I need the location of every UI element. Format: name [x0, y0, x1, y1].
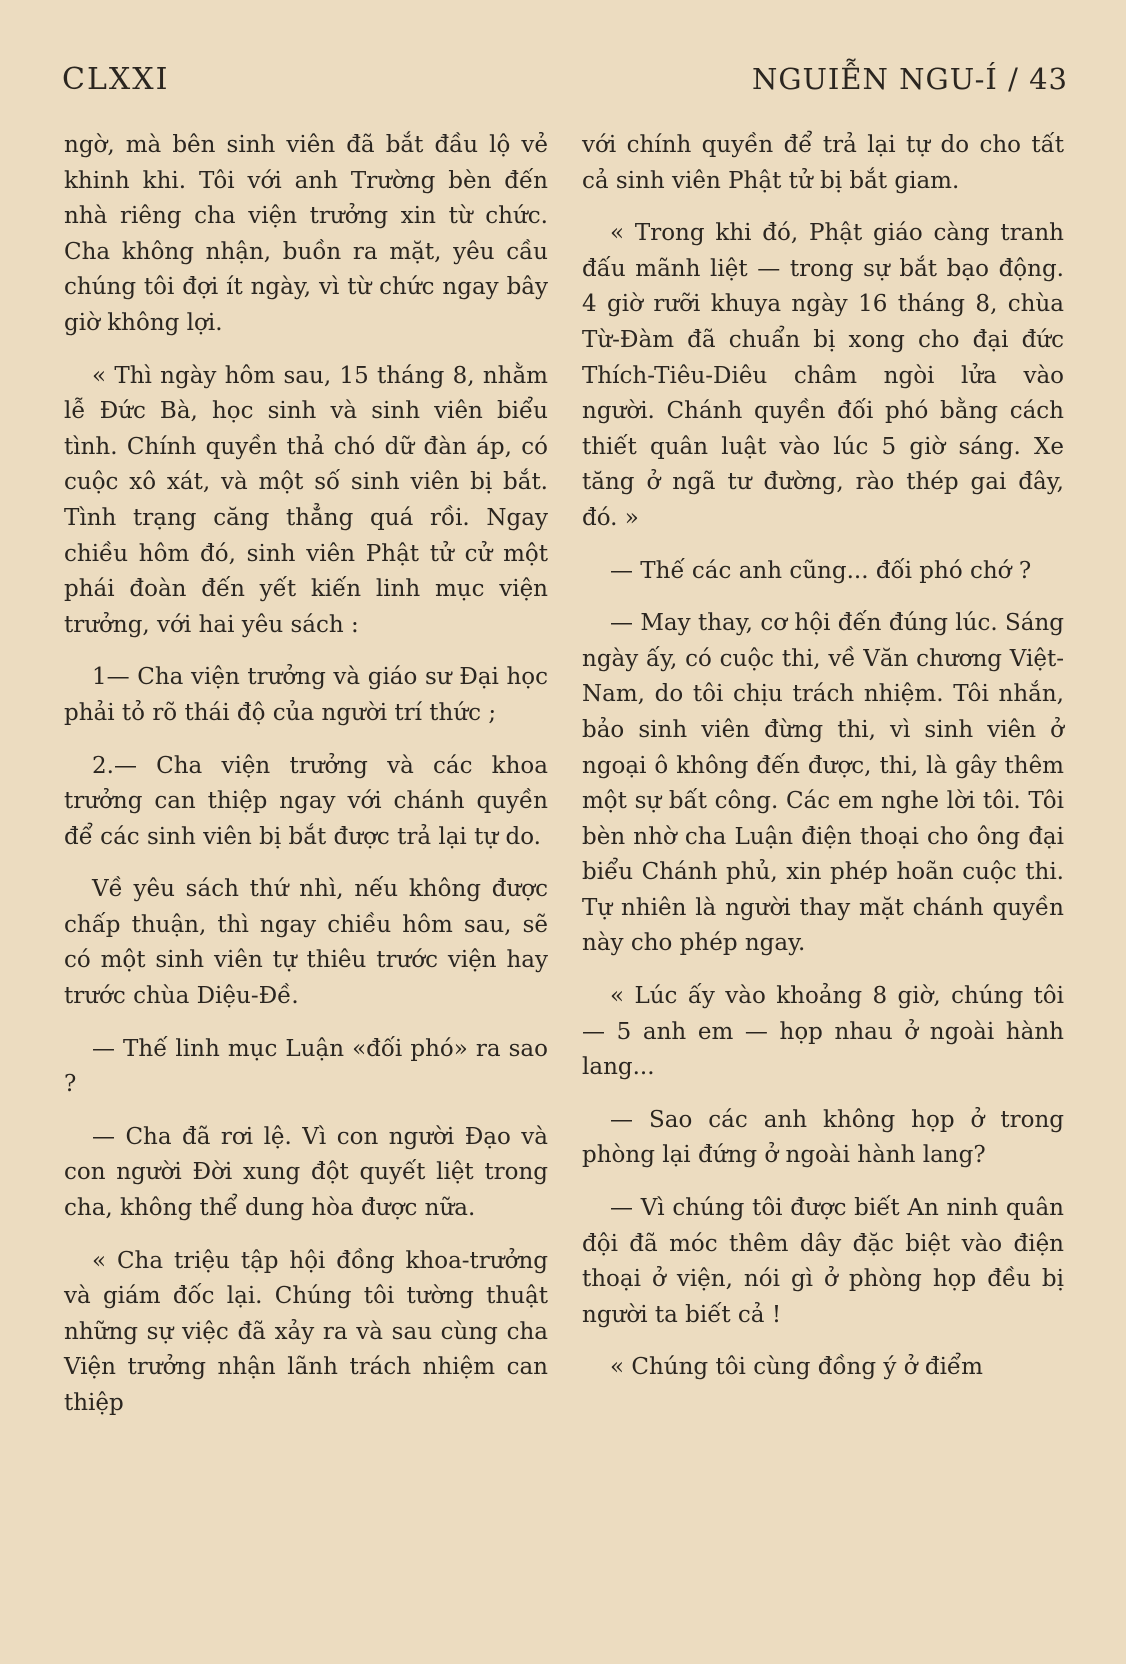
paragraph: với chính quyền để trả lại tự do cho tất cả sinh viên Phật tử bị bắt giam. [582, 132, 1064, 194]
paragraph: « Chúng tôi cùng đồng ý ở điểm [610, 1354, 983, 1381]
paragraph: « Thì ngày hôm sau, 15 tháng 8, nhằm lễ Đức Bà, học sinh và sinh viên biểu tình. Chính quyền thả chó dữ đàn áp, có cuộc xô xát, và một số sinh viên bị bắt. Tình trạng căng thẳng quá rồi. Ngay chiều hôm đó, sinh viên Phật tử cử một phái đoàn đến yết kiến linh mục viện trưởng, với hai yêu sách : [64, 362, 548, 638]
paragraph: — Sao các anh không họp ở trong phòng lại đứng ở ngoài hành lang? [582, 1106, 1064, 1169]
paragraph: 1— Cha viện trưởng và giáo sư Đại học phải tỏ rõ thái độ của người trí thức ; [64, 664, 548, 726]
page-header [62, 62, 1068, 102]
paragraph: — Cha đã rơi lệ. Vì con người Đạo và con người Đời xung đột quyết liệt trong cha, không thể dung hòa được nữa. [64, 1123, 548, 1222]
running-head-left: CLXXI [62, 62, 170, 97]
paragraph: « Cha triệu tập hội đồng khoa-trưởng và giám đốc lại. Chúng tôi tường thuật những sự việc đã xảy ra và sau cùng cha Viện trưởng nhận lãnh trách nhiệm can thiệp [64, 1247, 548, 1416]
paragraph: « Trong khi đó, Phật giáo càng tranh đấu mãnh liệt — trong sự bắt bạo động. 4 giờ rưỡi khuya ngày 16 tháng 8, chùa Từ-Đàm đã chuẩn bị xong cho đại đức Thích-Tiêu-Diêu châm ngòi lửa vào người. Chánh quyền đối phó bằng cách thiết quân luật vào lúc 5 giờ sáng. Xe tăng ở ngã tư đường, rào thép gai đây, đó. » [582, 220, 1064, 531]
paragraph: — Thế các anh cũng... đối phó chớ ? [610, 557, 1032, 584]
left-column [64, 128, 548, 1422]
paragraph: — Thế linh mục Luận «đối phó» ra sao ? [64, 1035, 548, 1098]
paragraph: 2.— Cha viện trưởng và các khoa trưởng can thiệp ngay với chánh quyền để các sinh viên bị bắt được trả lại tự do. [64, 752, 548, 850]
right-column [582, 128, 1064, 1386]
running-head-right: NGUIỄN NGU-Í / 43 [751, 62, 1068, 96]
paragraph: « Lúc ấy vào khoảng 8 giờ, chúng tôi — 5 anh em — họp nhau ở ngoài hành lang... [582, 983, 1064, 1081]
paragraph: — May thay, cơ hội đến đúng lúc. Sáng ngày ấy, có cuộc thi, về Văn chương Việt-Nam, do tôi chịu trách nhiệm. Tôi nhắn, bảo sinh viên đừng thi, vì sinh viên ở ngoại ô không đến được, thi, là gây thêm một sự bất công. Các em nghe lời tôi. Tôi bèn nhờ cha Luận điện thoại cho ông đại biểu Chánh phủ, xin phép hoãn cuộc thi. Tự nhiên là người thay mặt chánh quyền này cho phép ngay. [582, 610, 1064, 957]
paragraph: — Vì chúng tôi được biết An ninh quân đội đã móc thêm dây đặc biệt vào điện thoại ở viện, nói gì ở phòng họp đều bị người ta biết cả ! [582, 1195, 1064, 1328]
paragraph: ngờ, mà bên sinh viên đã bắt đầu lộ vẻ khinh khi. Tôi với anh Trường bèn đến nhà riêng cha viện trưởng xin từ chức. Cha không nhận, buồn ra mặt, yêu cầu chúng tôi đợi ít ngày, vì từ chức ngay bây giờ không lợi. [64, 132, 548, 336]
paragraph: Về yêu sách thứ nhì, nếu không được chấp thuận, thì ngay chiều hôm sau, sẽ có một sinh viên tự thiêu trước viện hay trước chùa Diệu-Đề. [64, 876, 548, 1010]
